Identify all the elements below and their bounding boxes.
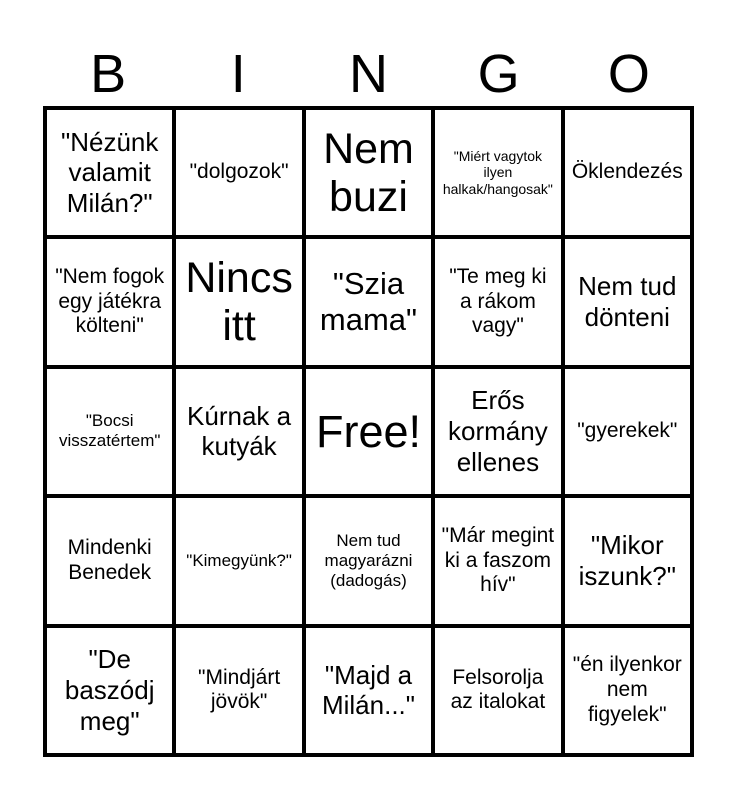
bingo-cell[interactable]: "Te meg ki a rákom vagy": [433, 237, 562, 366]
bingo-cell[interactable]: Kúrnak a kutyák: [174, 367, 303, 496]
free-space-cell[interactable]: Free!: [304, 367, 433, 496]
bingo-cell[interactable]: "Kimegyünk?": [174, 496, 303, 625]
header-letter-g: G: [477, 44, 520, 104]
bingo-cell[interactable]: Felsorolja az italokat: [433, 626, 562, 755]
bingo-cell[interactable]: Mindenki Benedek: [45, 496, 174, 625]
bingo-cell[interactable]: "Majd a Milán...": [304, 626, 433, 755]
bingo-cell[interactable]: Nem tud dönteni: [563, 237, 692, 366]
header-letter-b: B: [90, 44, 127, 104]
bingo-cell[interactable]: Nem buzi: [304, 108, 433, 237]
bingo-cell[interactable]: "Nem fogok egy játékra költeni": [45, 237, 174, 366]
bingo-cell[interactable]: "Nézünk valamit Milán?": [45, 108, 174, 237]
bingo-cell[interactable]: "Mikor iszunk?": [563, 496, 692, 625]
bingo-cell[interactable]: Öklendezés: [563, 108, 692, 237]
bingo-card: [43, 106, 694, 757]
bingo-cell[interactable]: "De baszódj meg": [45, 626, 174, 755]
header-letter-i: I: [230, 44, 246, 104]
bingo-cell[interactable]: "én ilyenkor nem figyelek": [563, 626, 692, 755]
bingo-header: [43, 42, 694, 106]
bingo-cell[interactable]: "Szia mama": [304, 237, 433, 366]
bingo-cell[interactable]: "Mindjárt jövök": [174, 626, 303, 755]
header-letter-n: N: [348, 44, 388, 104]
bingo-cell[interactable]: Nem tud magyarázni (dadogás): [304, 496, 433, 625]
bingo-cell[interactable]: "dolgozok": [174, 108, 303, 237]
bingo-cell[interactable]: Nincs itt: [174, 237, 303, 366]
bingo-cell[interactable]: "Már megint ki a faszom hív": [433, 496, 562, 625]
bingo-cell[interactable]: "Bocsi visszatértem": [45, 367, 174, 496]
bingo-cell[interactable]: Erős kormány ellenes: [433, 367, 562, 496]
bingo-cell[interactable]: "Miért vagytok ilyen halkak/hangosak": [433, 108, 562, 237]
header-letter-o: O: [607, 44, 650, 104]
bingo-cell[interactable]: "gyerekek": [563, 367, 692, 496]
